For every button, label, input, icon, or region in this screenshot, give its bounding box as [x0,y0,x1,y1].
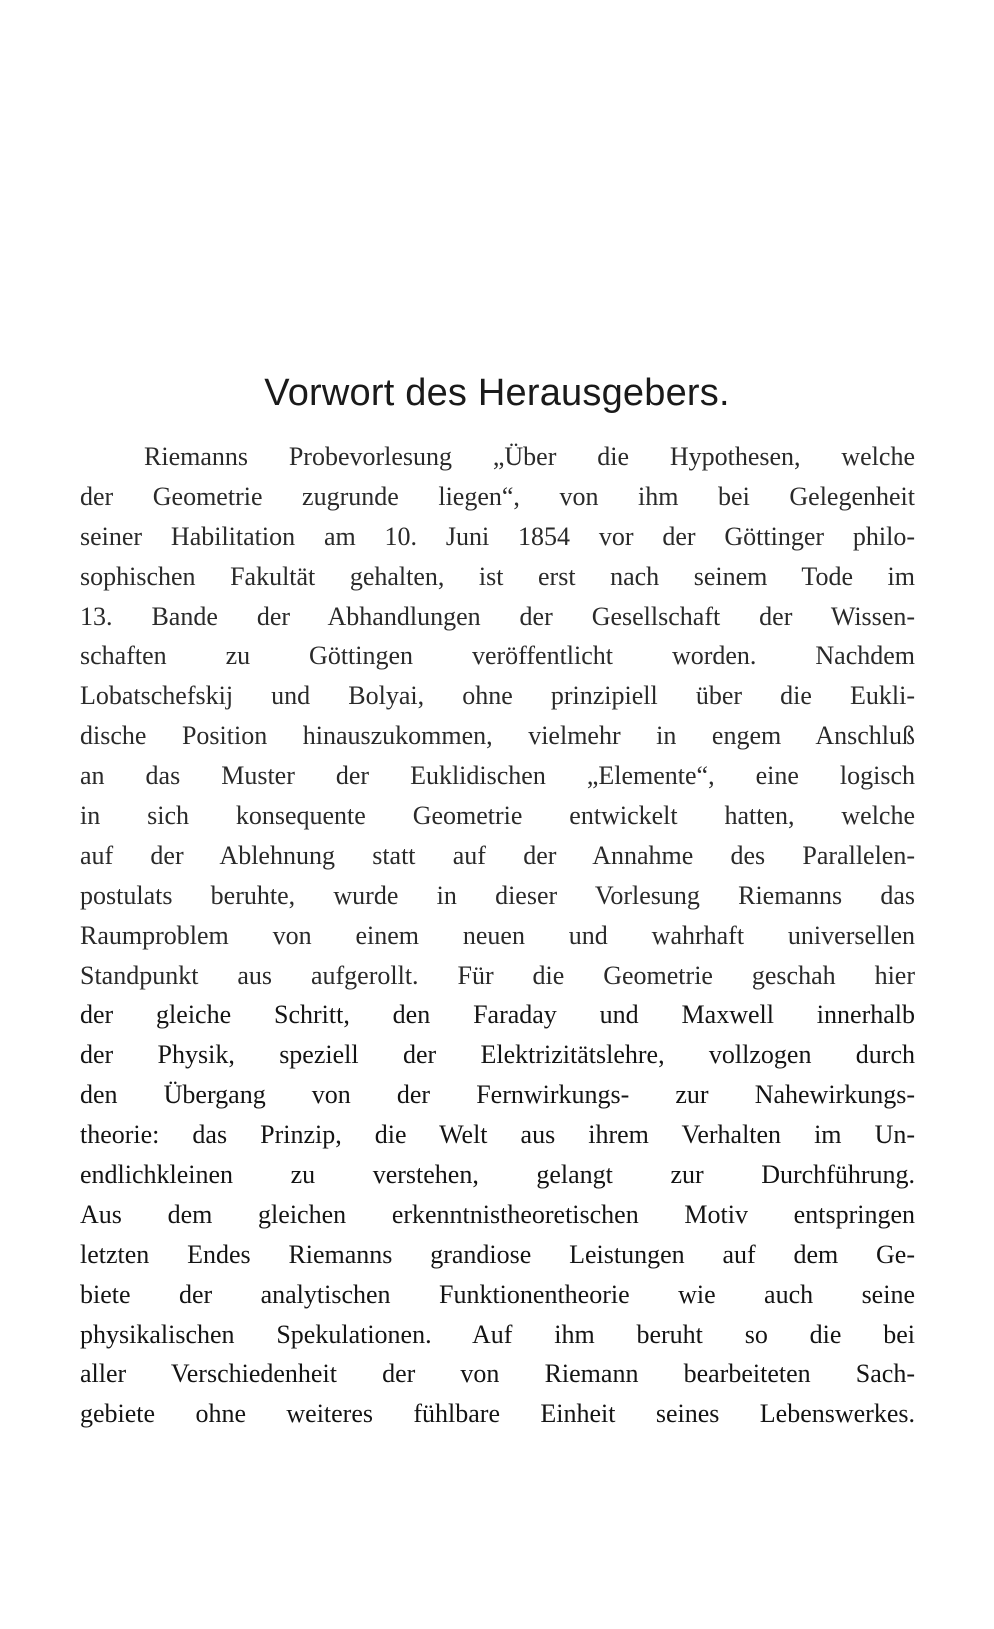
text-line: Standpunkt aus aufgerollt. Für die Geometrie geschah hier [80,960,915,990]
text-line: der Geometrie zugrunde liegen“, von ihm bei Gelegenheit [80,481,915,511]
text-line: endlichkleinen zu verstehen, gelangt zur Durchführung. [80,1160,915,1190]
preface-paragraph [80,437,915,1434]
text-line: schaften zu Göttingen veröffentlicht worden. Nachdem [80,641,915,671]
page-title: Vorwort des Herausgebers. [264,372,730,414]
text-line: den Übergang von der Fernwirkungs- zur Nahewirkungs- [80,1080,915,1110]
text-line: physikalischen Spekulationen. Auf ihm beruht so die bei [80,1319,915,1349]
text-line: aller Verschiedenheit der von Riemann bearbeiteten Sach- [80,1359,915,1389]
text-line: der gleiche Schritt, den Faraday und Maxwell innerhalb [80,1000,915,1030]
text-line: an das Muster der Euklidischen „Elemente“, eine logisch [80,761,915,791]
text-line: Raumproblem von einem neuen und wahrhaft universellen [80,920,915,950]
text-line: Riemanns Probevorlesung „Über die Hypothesen, welche [144,442,915,471]
text-line: gebiete ohne weiteres fühlbare Einheit seines Lebenswerkes. [80,1399,915,1429]
text-line: auf der Ablehnung statt auf der Annahme des Parallelen- [80,840,915,870]
text-line: postulats beruhte, wurde in dieser Vorlesung Riemanns das [80,880,915,910]
text-line: Aus dem gleichen erkenntnistheoretischen Motiv entspringen [80,1199,915,1229]
text-line: in sich konsequente Geometrie entwickelt hatten, welche [80,801,915,831]
text-line: theorie: das Prinzip, die Welt aus ihrem Verhalten im Un- [80,1120,915,1150]
text-line: der Physik, speziell der Elektrizitätslehre, vollzogen durch [80,1040,915,1070]
text-line: dische Position hinauszukommen, vielmehr in engem Anschluß [80,721,915,751]
text-line: 13. Bande der Abhandlungen der Gesellschaft der Wissen- [80,601,915,631]
text-line: seiner Habilitation am 10. Juni 1854 vor der Göttinger philo- [80,521,915,551]
text-line: sophischen Fakultät gehalten, ist erst nach seinem Tode im [80,561,915,591]
text-line: biete der analytischen Funktionentheorie wie auch seine [80,1279,915,1309]
text-line: Lobatschefskij und Bolyai, ohne prinzipiell über die Eukli- [80,681,915,711]
text-line: letzten Endes Riemanns grandiose Leistungen auf dem Ge- [80,1239,915,1269]
